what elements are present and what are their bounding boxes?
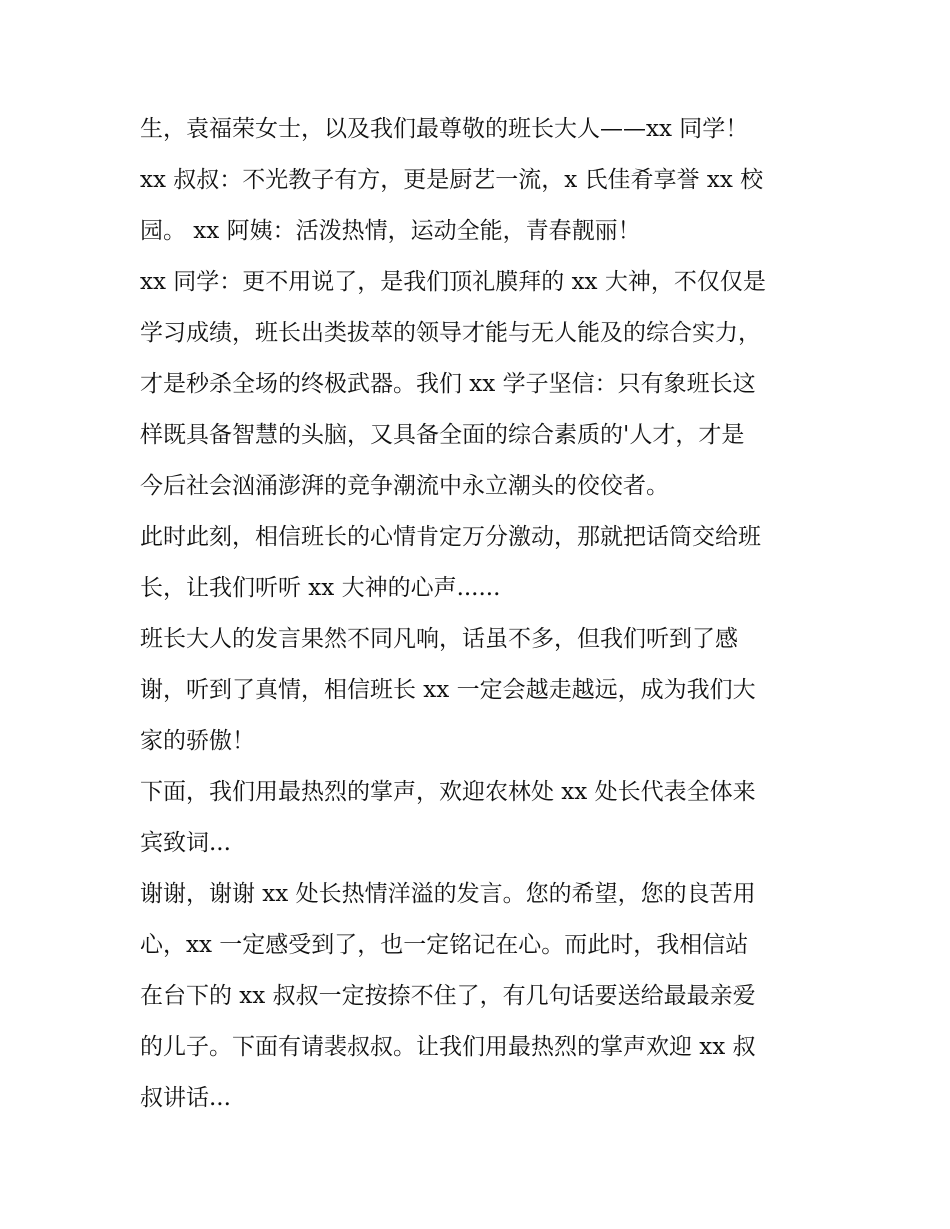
text-line: 家的骄傲！ (140, 728, 255, 754)
document-body (140, 104, 820, 1124)
text-line: xx 同学：更不用说了，是我们顶礼膜拜的 xx 大神，不仅仅是 (140, 269, 766, 295)
text-line: 叔讲话... (140, 1085, 231, 1111)
text-line: 谢，听到了真情，相信班长 xx 一定会越走越远，成为我们大 (140, 677, 756, 703)
text-line: 学习成绩，班长出类拔萃的领导才能与无人能及的综合实力， (140, 320, 761, 346)
text-line: 谢谢，谢谢 xx 处长热情洋溢的发言。您的希望，您的良苦用 (140, 881, 756, 907)
text-line: 样既具备智慧的头脑，又具备全面的综合素质的'人才，才是 (140, 422, 745, 448)
text-line: 班长大人的发言果然不同凡响，话虽不多，但我们听到了感 (140, 626, 738, 652)
text-line: 此时此刻，相信班长的心情肯定万分激动，那就把话筒交给班 (140, 524, 761, 550)
text-line: xx 叔叔：不光教子有方，更是厨艺一流，x 氏佳肴享誉 xx 校 (140, 167, 764, 193)
text-line: 的儿子。下面有请裴叔叔。让我们用最热烈的掌声欢迎 xx 叔 (140, 1034, 756, 1060)
text-line: 心，xx 一定感受到了，也一定铭记在心。而此时，我相信站 (140, 932, 749, 958)
text-line: 园。 xx 阿姨：活泼热情，运动全能，青春靓丽！ (140, 218, 641, 244)
text-line: 今后社会汹涌澎湃的竞争潮流中永立潮头的佼佼者。 (140, 473, 669, 499)
text-line: 在台下的 xx 叔叔一定按捺不住了，有几句话要送给最最亲爱 (140, 983, 756, 1009)
text-line: 生，袁福荣女士，以及我们最尊敬的班长大人——xx 同学！ (140, 116, 749, 142)
text-line: 长，让我们听听 xx 大神的心声...... (140, 575, 501, 601)
text-line: 下面，我们用最热烈的掌声，欢迎农林处 xx 处长代表全体来 (140, 779, 756, 805)
text-line: 宾致词... (140, 830, 231, 856)
text-line: 才是秒杀全场的终极武器。我们 xx 学子坚信：只有象班长这 (140, 371, 756, 397)
